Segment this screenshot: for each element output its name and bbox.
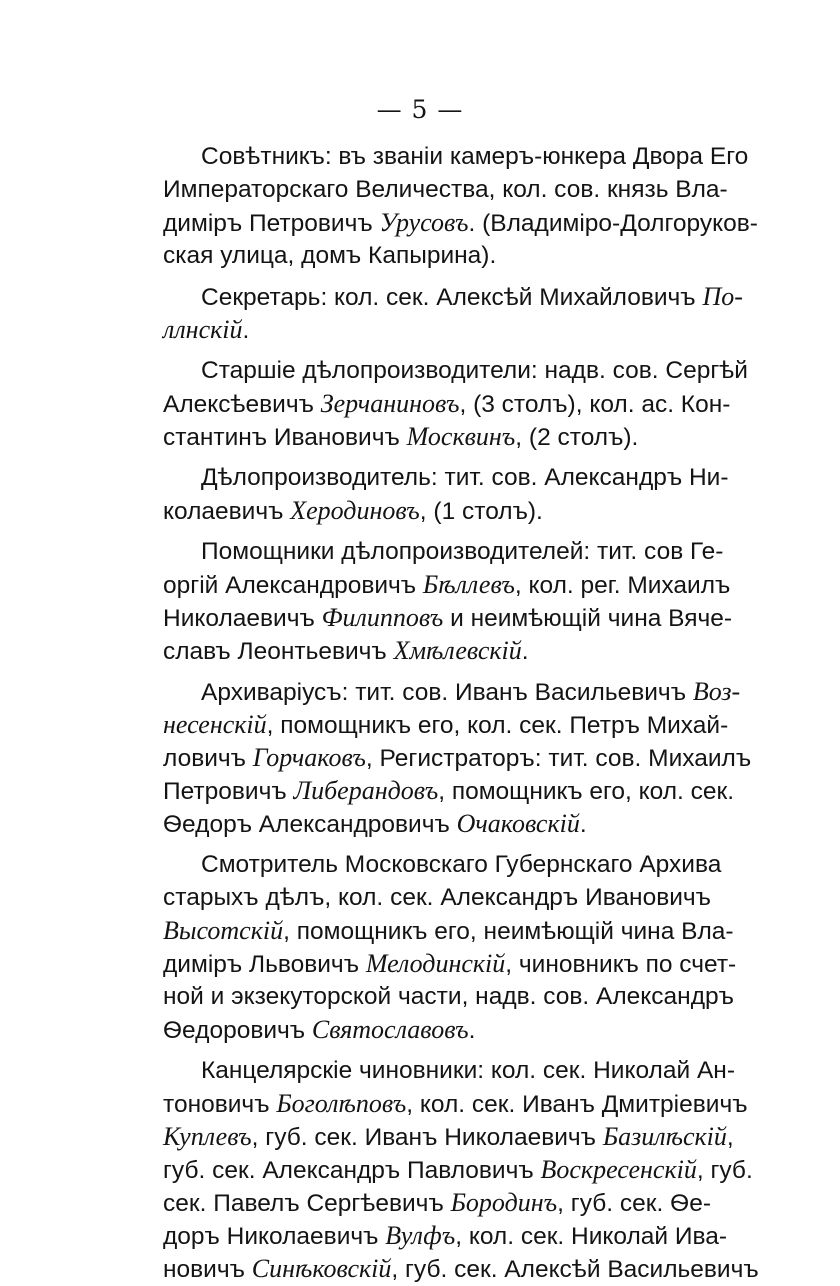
text-run: , помощникъ его, кол. сек.: [438, 778, 735, 805]
text-run: доръ Николаевичъ: [163, 1223, 386, 1250]
text-run: , Регистраторъ: тит. сов. Михаилъ: [365, 745, 752, 772]
text-line: [163, 980, 734, 1013]
text-line: [163, 1219, 728, 1252]
text-line: [163, 461, 729, 494]
text-line: [163, 173, 728, 206]
text-line: [163, 708, 729, 741]
text-run: старыхъ дѣлъ, кол. сек. Александръ Ивановичъ: [163, 884, 711, 911]
text-line: [163, 741, 752, 774]
paragraph-gap: [163, 527, 711, 535]
text-run: , губ. сек. Алексѣй Васильевичъ: [391, 1256, 759, 1283]
text-run: ская улица, домъ Капырина).: [163, 242, 497, 269]
paragraph-gap: [163, 272, 711, 280]
text-line: [163, 239, 711, 272]
text-run: Совѣтникъ: въ званіи камеръ-юнкера Двора Его: [201, 143, 749, 170]
text-run: , губ. сек. Иванъ Николаевичъ: [251, 1124, 603, 1151]
text-run: и неимѣющій чина Вяче-: [443, 605, 733, 632]
text-run: , помощникъ его, кол. сек. Петръ Михай-: [266, 712, 729, 739]
text-line: [163, 1013, 711, 1046]
text-line: [163, 1120, 734, 1153]
italic-surname: Боголѣповъ: [276, 1089, 407, 1118]
text-run: Императорскаго Величества, кол. сов. князь Вла-: [163, 176, 728, 203]
italic-surname: По-: [702, 282, 743, 311]
text-run: ,: [726, 1124, 734, 1151]
paragraph-gap: [163, 453, 711, 461]
text-run: , (1 столъ).: [419, 498, 543, 525]
text-run: , (2 столъ).: [515, 424, 639, 451]
text-line: [163, 807, 711, 840]
text-run: губ. сек. Александръ Павловичъ: [163, 1157, 541, 1184]
paragraph-gap: [163, 840, 711, 848]
text-run: , кол. сек. Иванъ Дмитріевичъ: [406, 1091, 748, 1118]
text-line: [163, 313, 711, 346]
italic-surname: Горчаковъ: [252, 743, 366, 772]
italic-surname: Воз-: [692, 677, 741, 706]
text-line: [163, 280, 743, 313]
italic-surname: Очаковскій: [456, 809, 580, 838]
text-line: [163, 1087, 748, 1120]
italic-surname: Бородинъ: [450, 1188, 558, 1217]
text-line: [163, 494, 711, 527]
text-run: , (3 столъ), кол. ас. Кон-: [459, 391, 731, 418]
italic-surname: Либерандовъ: [293, 776, 439, 805]
text-line: [163, 420, 711, 453]
paragraph: [163, 461, 729, 527]
italic-surname: Москвинъ: [406, 422, 516, 451]
text-run: новичъ: [163, 1256, 252, 1283]
text-line: [163, 140, 749, 173]
text-run: , губ. сек. Ѳе-: [557, 1190, 711, 1217]
italic-surname: ллнскій: [163, 315, 243, 344]
paragraph: [163, 280, 743, 346]
text-run: .: [579, 811, 587, 838]
text-line: [163, 568, 731, 601]
italic-surname: Херодиновъ: [290, 496, 420, 525]
text-run: , чиновникъ по счет-: [505, 951, 737, 978]
text-line: [163, 947, 737, 980]
text-run: .: [242, 317, 250, 344]
text-run: Ѳедоръ Александровичъ: [163, 811, 457, 838]
italic-surname: Урусовъ: [379, 208, 469, 237]
text-run: тоновичъ: [163, 1091, 277, 1118]
italic-surname: Мелодинскій: [365, 949, 506, 978]
text-run: Помощники дѣлопроизводителей: тит. сов Ге-: [201, 538, 724, 565]
text-run: диміръ Львовичъ: [163, 951, 366, 978]
paragraph-gap: [163, 346, 711, 354]
text-run: Николаевичъ: [163, 605, 322, 632]
italic-surname: Воскресенскій: [540, 1155, 697, 1184]
text-run: . (Владиміро-Долгоруков-: [468, 210, 758, 237]
text-run: .: [468, 1017, 476, 1044]
italic-surname: Синѣковскій: [251, 1254, 392, 1283]
text-run: Петровичъ: [163, 778, 294, 805]
text-line: [163, 354, 748, 387]
text-run: колаевичъ: [163, 498, 291, 525]
italic-surname: Хмѣлевскій: [393, 636, 522, 665]
paragraph-gap: [163, 1046, 711, 1054]
text-run: Канцелярскіе чиновники: кол. сек. Николай Ан-: [201, 1057, 735, 1084]
text-line: [163, 675, 741, 708]
paragraph: [163, 848, 737, 1046]
text-line: [163, 206, 758, 239]
text-run: диміръ Петровичъ: [163, 210, 380, 237]
text-line: [163, 914, 734, 947]
text-run: Старшіе дѣлопроизводители: надв. сов. Сергѣй: [201, 357, 748, 384]
text-line: [163, 601, 733, 634]
italic-surname: Бѣллевъ: [422, 570, 515, 599]
paragraph: [163, 354, 748, 453]
text-line: [163, 881, 711, 914]
italic-surname: Зерчаниновъ: [320, 389, 460, 418]
text-line: [163, 774, 735, 807]
text-run: славъ Леонтьевичъ: [163, 638, 394, 665]
text-line: [163, 1054, 735, 1087]
italic-surname: Высотскій: [163, 916, 284, 945]
italic-surname: Святославовъ: [311, 1015, 469, 1044]
italic-surname: Филипповъ: [321, 603, 444, 632]
text-run: , кол. рег. Михаилъ: [514, 572, 731, 599]
text-run: стантинъ Ивановичъ: [163, 424, 407, 451]
text-run: Ѳедоровичъ: [163, 1017, 312, 1044]
text-run: сек. Павелъ Сергѣевичъ: [163, 1190, 451, 1217]
text-line: [163, 387, 731, 420]
text-run: Алексѣевичъ: [163, 391, 321, 418]
text-run: оргій Александровичъ: [163, 572, 423, 599]
text-run: , губ.: [696, 1157, 753, 1184]
italic-surname: Куплевъ: [163, 1122, 252, 1151]
text-run: , помощникъ его, неимѣющій чина Вла-: [283, 918, 734, 945]
text-line: [163, 535, 724, 568]
paragraph: [163, 675, 752, 840]
page-number: — 5 —: [376, 95, 464, 124]
text-line: [163, 848, 722, 881]
text-run: .: [521, 638, 529, 665]
paragraph: [163, 140, 758, 272]
text-run: Секретарь: кол. сек. Алексѣй Михайловичъ: [201, 284, 703, 311]
text-run: ной и экзекуторской части, надв. сов. Александръ: [163, 983, 734, 1010]
paragraph: [163, 535, 733, 667]
italic-surname: Базилѣскій: [602, 1122, 727, 1151]
text-run: Архиваріусъ: тит. сов. Иванъ Васильевичъ: [201, 679, 693, 706]
paragraph: [163, 1054, 759, 1285]
italic-surname: Вулфъ: [385, 1221, 456, 1250]
text-line: [163, 1252, 759, 1285]
paragraph-gap: [163, 667, 711, 675]
italic-surname: несенскій: [163, 710, 267, 739]
text-run: , кол. сек. Николай Ива-: [455, 1223, 728, 1250]
text-run: Смотритель Московскаго Губернскаго Архива: [201, 851, 722, 878]
text-line: [163, 1153, 753, 1186]
body-text: [163, 140, 759, 1285]
text-run: Дѣлопроизводитель: тит. сов. Александръ Ни-: [201, 464, 729, 491]
text-run: ловичъ: [163, 745, 253, 772]
text-line: [163, 634, 711, 667]
